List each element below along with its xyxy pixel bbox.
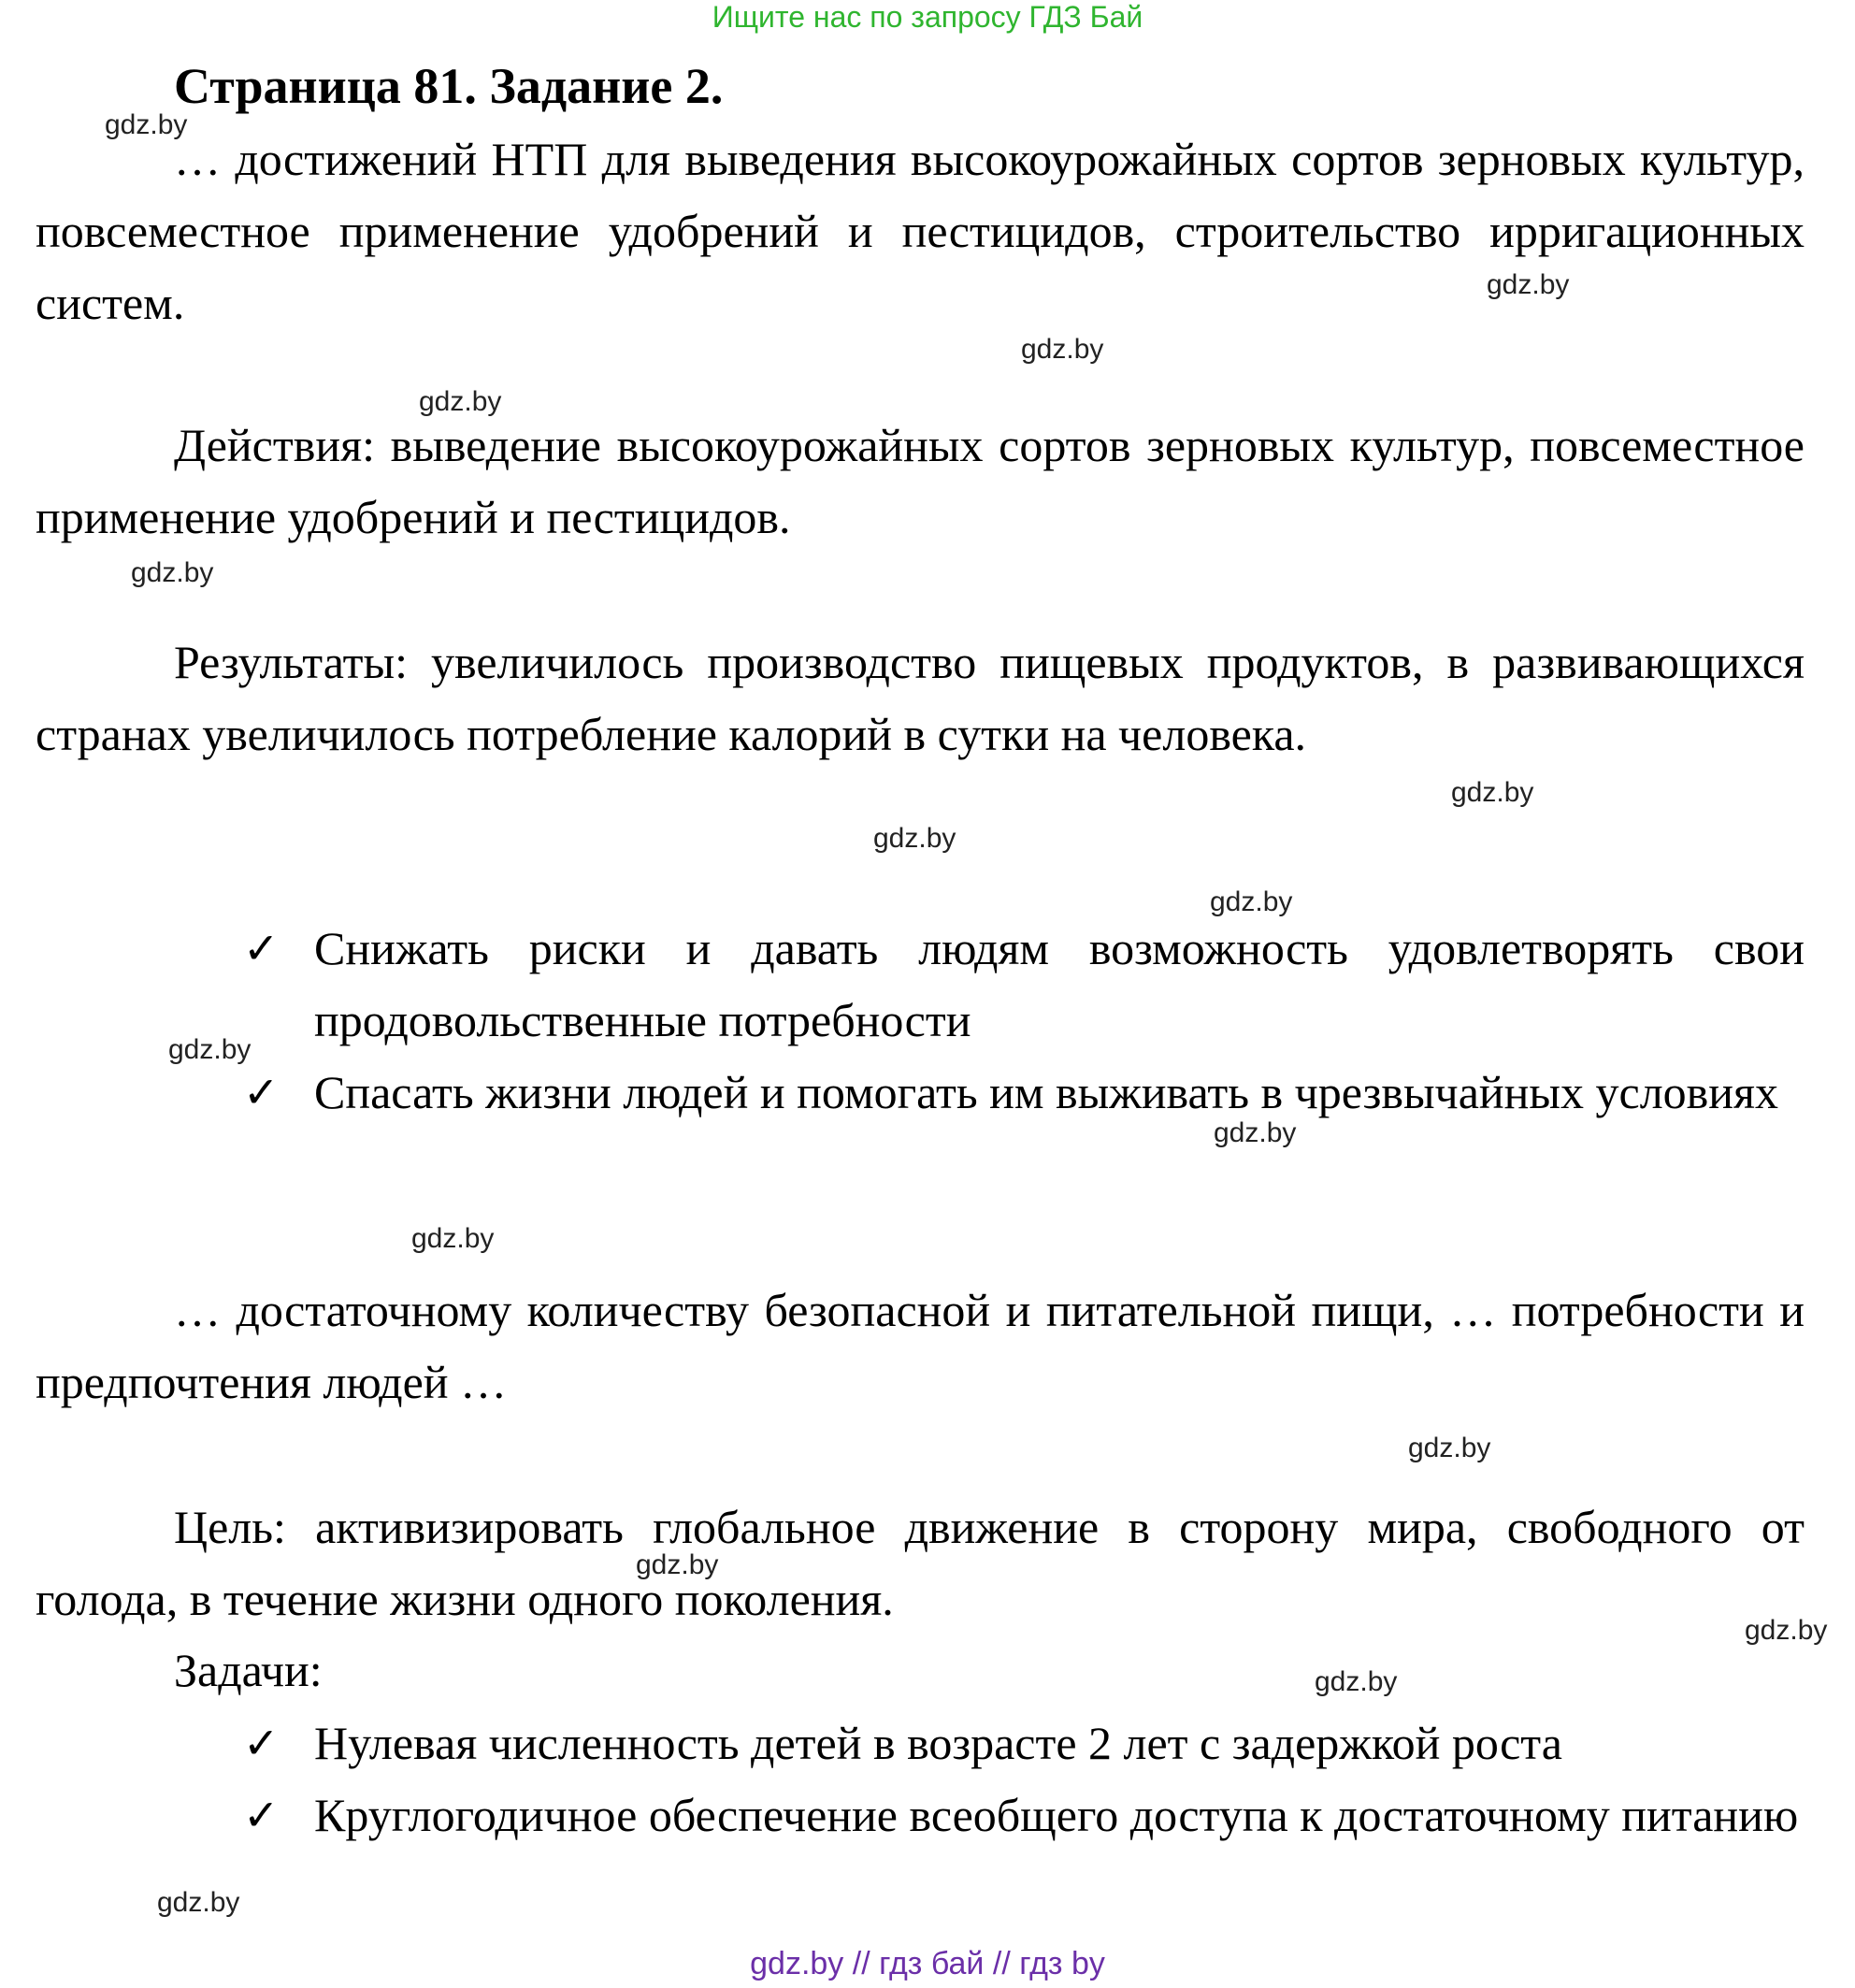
paragraph-results: Результаты: увеличилось производство пищевых продуктов, в развивающихся странах увеличилось потребление калорий в сутки на человека. (36, 636, 1805, 760)
watermark: gdz.by (419, 386, 502, 417)
list-item-text: Нулевая численность детей в возрасте 2 лет с задержкой роста (314, 1717, 1562, 1769)
watermark: gdz.by (168, 1034, 252, 1065)
watermark: gdz.by (1214, 1117, 1297, 1148)
paragraph-goal: Цель: активизировать глобальное движение в сторону мира, свободного от голода, в течение жизни одного поколения. (36, 1501, 1805, 1625)
check-icon: ✓ (243, 1718, 280, 1768)
list-item (243, 1057, 1805, 1129)
watermark: gdz.by (105, 109, 188, 140)
watermark: gdz.by (411, 1223, 495, 1254)
watermark: gdz.by (1021, 334, 1104, 365)
top-banner: Ищите нас по запросу ГДЗ Бай (712, 0, 1143, 34)
watermark: gdz.by (157, 1887, 240, 1918)
list-item-text: Снижать риски и давать людям возможность удовлетворять свои продовольственные потребности (314, 922, 1805, 1046)
watermark: gdz.by (1745, 1615, 1828, 1646)
check-icon: ✓ (243, 1790, 280, 1840)
list-item (243, 1707, 1805, 1779)
tasks-label: Задачи: (174, 1644, 323, 1696)
paragraph-ntp: … достижений НТП для выведения высокоурожайных сортов зерновых культур, повсеместное применение удобрений и пестицидов, строительство ирригационных систем. (36, 133, 1805, 329)
paragraph-food-access: … достаточному количеству безопасной и питательной пищи, … потребности и предпочтения людей … (36, 1284, 1805, 1408)
watermark: gdz.by (1451, 777, 1534, 808)
list-item (243, 1779, 1805, 1851)
footer: gdz.by // гдз бай // гдз by (750, 1946, 1105, 1981)
watermark: gdz.by (1487, 269, 1570, 300)
list-item-text: Спасать жизни людей и помогать им выживать в чрезвычайных условиях (314, 1066, 1779, 1118)
check-icon: ✓ (243, 923, 280, 973)
watermark: gdz.by (1408, 1433, 1491, 1463)
watermark: gdz.by (131, 557, 214, 588)
list-item-text: Круглогодичное обеспечение всеобщего доступа к достаточному питанию (314, 1789, 1799, 1841)
list-item (243, 913, 1805, 1057)
watermark: gdz.by (636, 1549, 719, 1580)
watermark: gdz.by (873, 823, 956, 854)
paragraph-actions: Действия: выведение высокоурожайных сортов зерновых культур, повсеместное применение удобрений и пестицидов. (36, 419, 1805, 543)
watermark: gdz.by (1315, 1666, 1398, 1697)
page-title: Страница 81. Задание 2. (174, 58, 724, 114)
check-icon: ✓ (243, 1067, 280, 1117)
watermark: gdz.by (1210, 886, 1293, 917)
